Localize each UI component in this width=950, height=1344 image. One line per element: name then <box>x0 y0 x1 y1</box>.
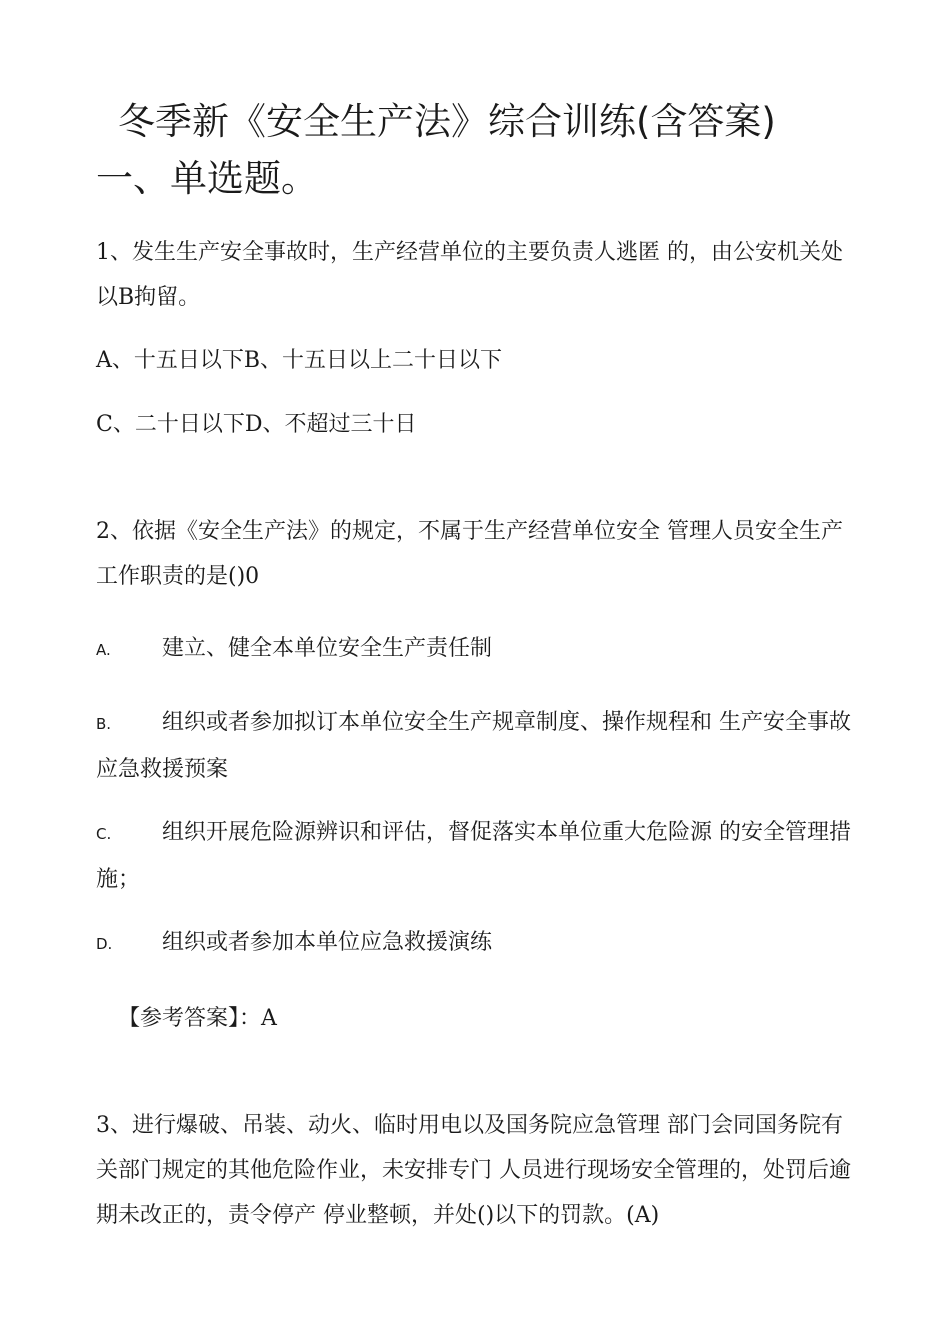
question-2-line-2: 工作职责的是()0 <box>96 564 260 589</box>
question-1-options-cd: C、二十日以下D、不超过三十日 <box>96 412 417 437</box>
question-2 <box>96 509 896 599</box>
question-1-options-2 <box>96 402 896 447</box>
option-d-letter: D. <box>96 935 113 953</box>
question-3-line-1: 3、进行爆破、吊装、动火、临时用电以及国务院应急管理 部门会同国务院有 <box>96 1113 843 1138</box>
question-1 <box>96 230 896 320</box>
section-heading: 一、单选题。 <box>96 157 318 200</box>
option-a-letter: A. <box>96 641 111 659</box>
option-c-text-2: 施； <box>96 867 141 892</box>
option-c-text-1: 组织开展危险源辨识和评估，督促落实本单位重大危险源 的安全管理措 <box>162 820 851 845</box>
question-2-option-c <box>96 810 896 902</box>
question-2-line-1: 2、依据《安全生产法》的规定，不属于生产经营单位安全 管理人员安全生产 <box>96 519 843 544</box>
question-2-option-a <box>96 626 896 673</box>
question-3-line-3: 期未改正的，责令停产 停业整顿，并处()以下的罚款。(A) <box>96 1203 660 1228</box>
question-1-line-2: 以B拘留。 <box>96 285 201 310</box>
option-b-text-1: 组织或者参加拟订本单位安全生产规章制度、操作规程和 生产安全事故 <box>162 710 851 735</box>
option-d-text: 组织或者参加本单位应急救援演练 <box>162 930 493 955</box>
option-c-letter: C. <box>96 825 112 843</box>
option-a-text: 建立、健全本单位安全生产责任制 <box>162 636 493 661</box>
question-1-options-1 <box>96 338 896 383</box>
question-2-option-d <box>96 920 896 967</box>
option-b-text-2: 应急救援预案 <box>96 757 229 782</box>
question-2-option-b <box>96 700 896 792</box>
question-2-answer: 【参考答案】：A <box>118 1006 277 1031</box>
question-3 <box>96 1103 896 1238</box>
option-b-letter: B. <box>96 715 112 733</box>
question-1-options-ab: A、十五日以下B、十五日以上二十日以下 <box>96 348 503 373</box>
document-title: 冬季新《安全生产法》综合训练(含答案) <box>118 100 776 143</box>
question-1-line-1: 1、发生生产安全事故时，生产经营单位的主要负责人逃匿 的，由公安机关处 <box>96 240 843 265</box>
question-3-line-2: 关部门规定的其他危险作业，未安排专门 人员进行现场安全管理的，处罚后逾 <box>96 1158 851 1183</box>
